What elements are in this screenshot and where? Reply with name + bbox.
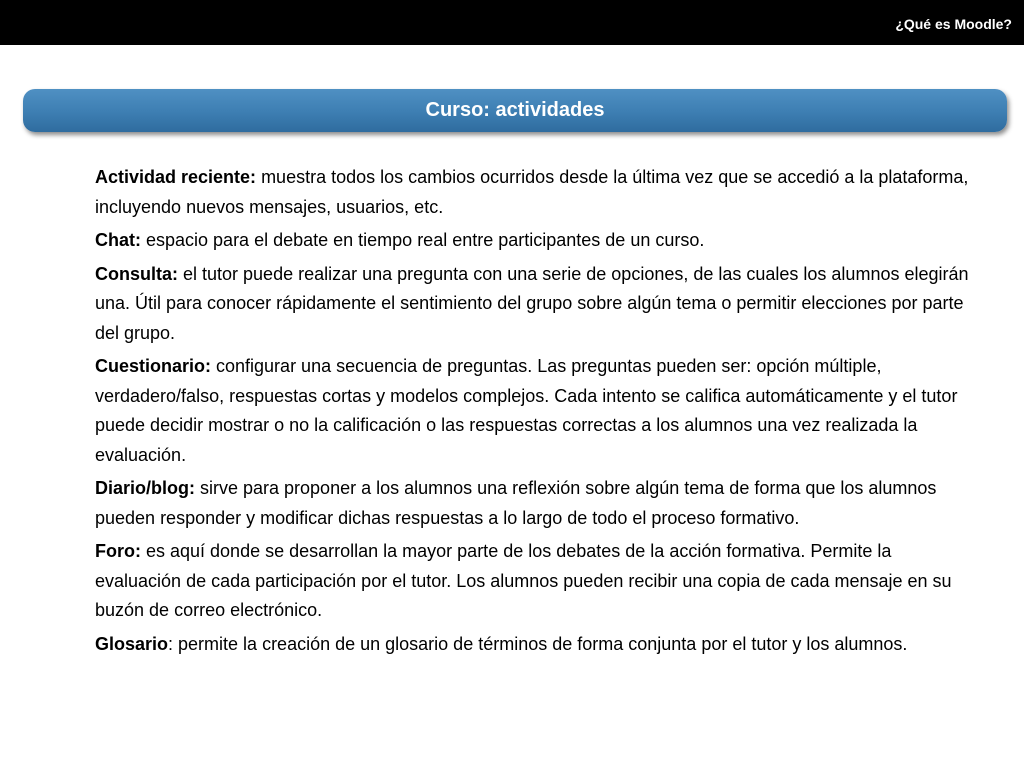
activity-description: es aquí donde se desarrollan la mayor parte de los debates de la acción formativa. Permite la evaluación de cada participación por el tutor. Los alumnos pueden recibir una copia de cada mensaje en su buzón de correo electrónico. <box>95 541 952 620</box>
activity-term: Cuestionario: <box>95 356 212 376</box>
activity-description: configurar una secuencia de preguntas. Las preguntas pueden ser: opción múltiple, verdadero/falso, respuestas cortas y modelos complejos. Cada intento se califica automáticamente y el tutor puede decidir mostrar o no la calificación o las respuestas correctas a los alumnos una vez realizada la evaluación. <box>95 356 958 465</box>
activity-entry-chat <box>95 226 975 256</box>
activity-list <box>95 163 975 663</box>
activity-term: Consulta: <box>95 263 178 284</box>
activity-description: el tutor puede realizar una pregunta con una serie de opciones, de las cuales los alumnos elegirán una. Útil para conocer rápidamente el sentimiento del grupo sobre algún tema o permitir elecciones por parte del grupo. <box>95 263 969 343</box>
presentation-title: ¿Qué es Moodle? <box>895 16 1012 32</box>
activity-term: Diario/blog: <box>95 478 195 498</box>
activity-description: espacio para el debate en tiempo real entre participantes de un curso. <box>141 230 705 250</box>
activity-entry-diario-blog <box>95 474 975 533</box>
activity-description: : permite la creación de un glosario de términos de forma conjunta por el tutor y los alumnos. <box>168 633 908 654</box>
activity-description: sirve para proponer a los alumnos una reflexión sobre algún tema de forma que los alumnos pueden responder y modificar dichas respuestas a lo largo de todo el proceso formativo. <box>95 478 937 528</box>
activity-entry-actividad-reciente <box>95 163 975 222</box>
activity-term: Actividad reciente: <box>95 167 257 187</box>
activity-term: Foro: <box>95 541 141 561</box>
activity-entry-consulta <box>95 260 975 349</box>
slide-title-banner <box>23 89 1007 132</box>
activity-term: Chat: <box>95 230 141 250</box>
slide-title: Curso: actividades <box>425 99 605 121</box>
top-bar <box>0 0 1024 45</box>
activity-entry-foro <box>95 537 975 626</box>
activity-entry-glosario <box>95 630 975 660</box>
activity-entry-cuestionario <box>95 352 975 470</box>
activity-description: muestra todos los cambios ocurridos desde la última vez que se accedió a la plataforma, incluyendo nuevos mensajes, usuarios, etc. <box>95 167 969 217</box>
activity-term: Glosario <box>95 633 169 654</box>
